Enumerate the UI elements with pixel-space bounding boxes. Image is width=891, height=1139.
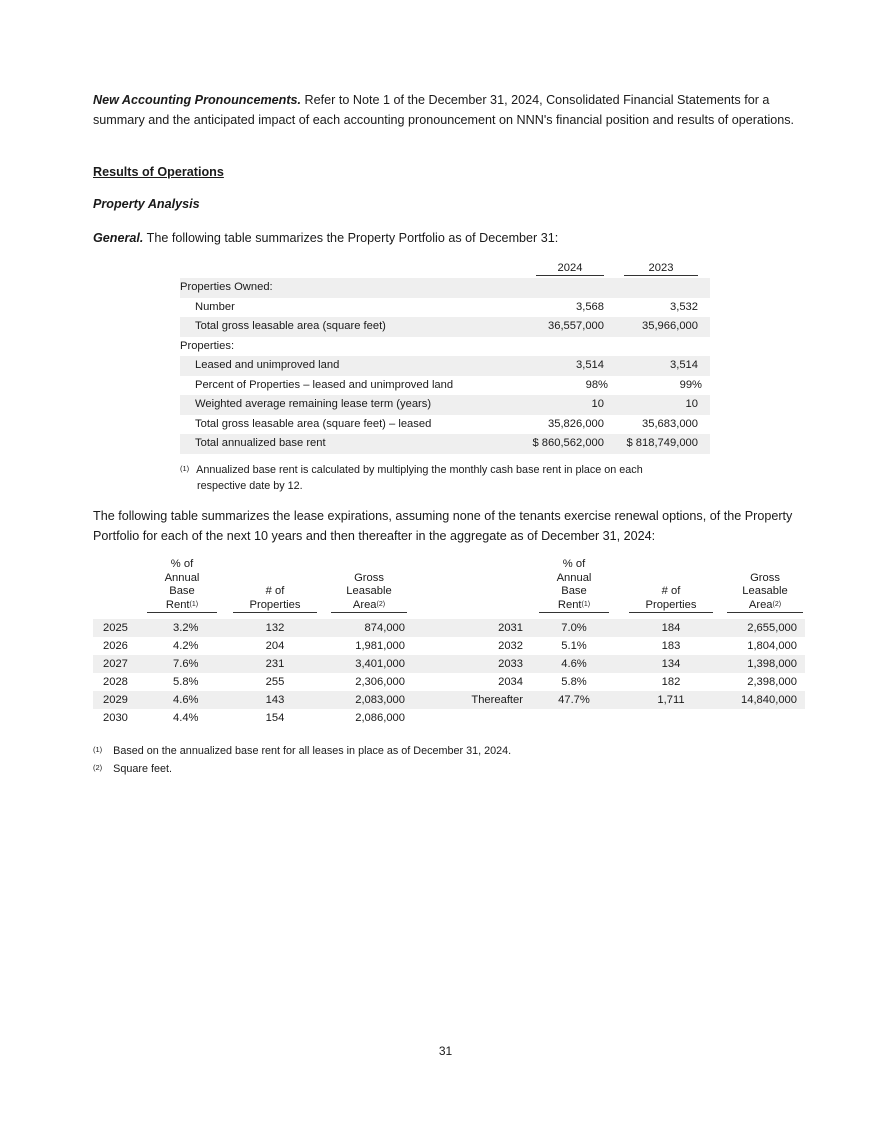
results-heading: Results of Operations [93,165,224,179]
table-row [180,317,710,337]
table-row [93,655,805,673]
page-number: 31 [438,1044,453,1058]
header-line: Properties [233,599,317,614]
header-text: Area [748,598,773,611]
header-sup: (2) [376,600,386,608]
value-2024: 98% [585,378,608,391]
row-label: Properties Owned: [180,281,273,293]
pct-cell: 7.6% [173,658,199,670]
year-cell: 2034 [498,676,523,688]
header-line [539,599,609,614]
value-2023: 3,514 [670,359,698,371]
year-cell: Thereafter [471,694,523,706]
table-row [180,415,710,435]
row-label: Total annualized base rent [195,437,326,449]
row-label: Total gross leasable area (square feet) [195,320,386,332]
header-line: % of [562,558,586,570]
header-line: Gross [750,571,780,584]
gla-header-left [331,572,407,614]
header-line [727,599,803,614]
pct-cell: 4.4% [173,712,199,724]
row-label: Properties: [180,339,235,352]
pct-header-right [539,558,609,613]
year-cell: 2026 [103,640,128,652]
gla-cell: 1,398,000 [747,658,797,670]
accounting-text: Refer to Note 1 of the December 31, 2024, Consolidated Financial Statements for a summary and the anticipated impact of each accounting pronouncement on NNN's financial position and results of operations. [93,93,795,127]
num-cell: 1,711 [657,694,685,706]
gla-cell: 14,840,000 [741,694,797,706]
row-label: Total gross leasable area (square feet) – leased [195,417,432,430]
footnote-mark: (1) [180,464,190,473]
table-row [180,376,710,396]
lease-footnote-1 [93,744,693,760]
footnote-mark: (1) [93,745,103,754]
num-cell: 184 [661,622,681,634]
gla-cell: 3,401,000 [355,658,405,670]
row-label: Number [195,300,235,313]
table-row [180,298,710,318]
pct-header-left [147,558,217,613]
value-2024: $ 860,562,000 [532,437,604,449]
header-text: Rent [165,598,190,611]
value-2024: 10 [591,398,604,410]
value-2024: 3,514 [576,359,604,371]
header-line: Base [169,585,195,597]
property-heading: Property Analysis [93,197,200,211]
header-line [331,599,407,614]
pct-cell: 4.2% [173,640,199,652]
table-row [180,356,710,376]
header-line: Leasable [742,585,788,597]
table-row [180,434,710,454]
year-cell: 2025 [103,622,128,634]
accounting-lead: New Accounting Pronouncements. [93,93,302,107]
gla-cell: 2,306,000 [355,676,405,688]
gla-cell: 1,981,000 [355,640,405,652]
portfolio-footnote [180,463,700,494]
year-cell: 2032 [498,640,523,652]
num-cell: 143 [265,694,285,706]
num-cell: 204 [265,640,285,652]
header-line [147,599,217,614]
table-row [180,395,710,415]
header-line: Annual [556,571,592,584]
header-line: Properties [629,599,713,614]
table-row [180,337,710,357]
pct-cell: 4.6% [173,694,199,706]
header-line: # of [265,585,285,597]
footnote-line-1: Annualized base rent is calculated by multiplying the monthly cash base rent in place on each [196,464,643,476]
table-row [93,637,805,655]
value-2023: 99% [679,378,702,391]
value-2024: 3,568 [576,300,604,313]
header-text: Area [352,598,377,611]
year-cell: 2028 [103,676,128,688]
header-line: Base [561,585,587,597]
num-cell: 255 [265,676,285,688]
header-line: % of [170,558,194,570]
pct-cell: 3.2% [173,622,199,634]
pct-cell: 5.8% [561,676,587,688]
portfolio-header-row [180,262,710,278]
value-2023: 35,966,000 [642,320,698,332]
value-2023: 35,683,000 [642,417,698,430]
header-sup: (1) [189,600,199,608]
table-row [93,673,805,691]
row-label: Leased and unimproved land [195,359,340,371]
header-sup: (1) [581,600,591,608]
value-2023: 10 [685,398,698,410]
pct-cell: 47.7% [558,694,590,706]
gla-cell: 2,086,000 [355,712,405,724]
lease-footnote-2 [93,762,693,778]
col-2023-header: 2023 [624,262,698,276]
table-row [93,709,805,727]
general-paragraph [93,228,803,248]
pct-cell: 5.1% [561,640,587,652]
pct-cell: 7.0% [561,622,587,634]
footnote-line-2: respective date by 12. [197,479,303,492]
value-2024: 36,557,000 [548,320,604,332]
header-line: # of [661,585,681,597]
col-2024-header: 2024 [536,262,604,276]
pct-cell: 4.6% [561,658,587,670]
general-text: The following table summarizes the Property Portfolio as of December 31: [143,231,559,245]
lease-intro-paragraph: The following table summarizes the lease expirations, assuming none of the tenants exercise renewal options, of the Property Portfolio for each of the next 10 years and then thereafter in the aggregate as of December 31, 2024: [93,509,793,543]
num-header-right [629,585,713,613]
pct-cell: 5.8% [173,676,199,688]
value-2023: $ 818,749,000 [626,437,698,449]
footnote-mark: (2) [93,763,103,772]
footnote-text: Based on the annualized base rent for all leases in place as of December 31, 2024. [113,745,512,757]
footnote-text: Square feet. [113,763,172,775]
table-row [180,278,710,298]
gla-cell: 1,804,000 [747,640,797,652]
num-cell: 132 [265,622,285,634]
gla-cell: 2,398,000 [747,676,797,688]
general-lead: General. [93,231,144,245]
num-cell: 154 [265,712,285,724]
row-label: Percent of Properties – leased and unimproved land [195,378,454,391]
value-2024: 35,826,000 [548,417,604,430]
gla-cell: 2,083,000 [355,694,405,706]
portfolio-table [180,262,710,454]
accounting-paragraph [93,90,803,130]
table-row [93,619,805,637]
gla-cell: 2,655,000 [747,622,797,634]
gla-header-right [727,572,803,614]
header-sup: (2) [772,600,782,608]
year-cell: 2029 [103,694,128,706]
header-line: Annual [164,571,200,584]
year-cell: 2030 [103,712,128,724]
num-cell: 134 [661,658,681,670]
year-cell: 2031 [498,622,523,634]
table-row [93,691,805,709]
num-cell: 231 [265,658,285,670]
header-text: Rent [557,598,582,611]
value-2023: 3,532 [670,300,698,313]
header-line: Leasable [346,585,392,597]
header-line: Gross [354,571,384,584]
year-cell: 2027 [103,658,128,670]
row-label: Weighted average remaining lease term (years) [195,398,432,410]
num-header-left [233,585,317,613]
num-cell: 183 [661,640,681,652]
num-cell: 182 [661,676,681,688]
gla-cell: 874,000 [364,622,405,634]
year-cell: 2033 [498,658,523,670]
